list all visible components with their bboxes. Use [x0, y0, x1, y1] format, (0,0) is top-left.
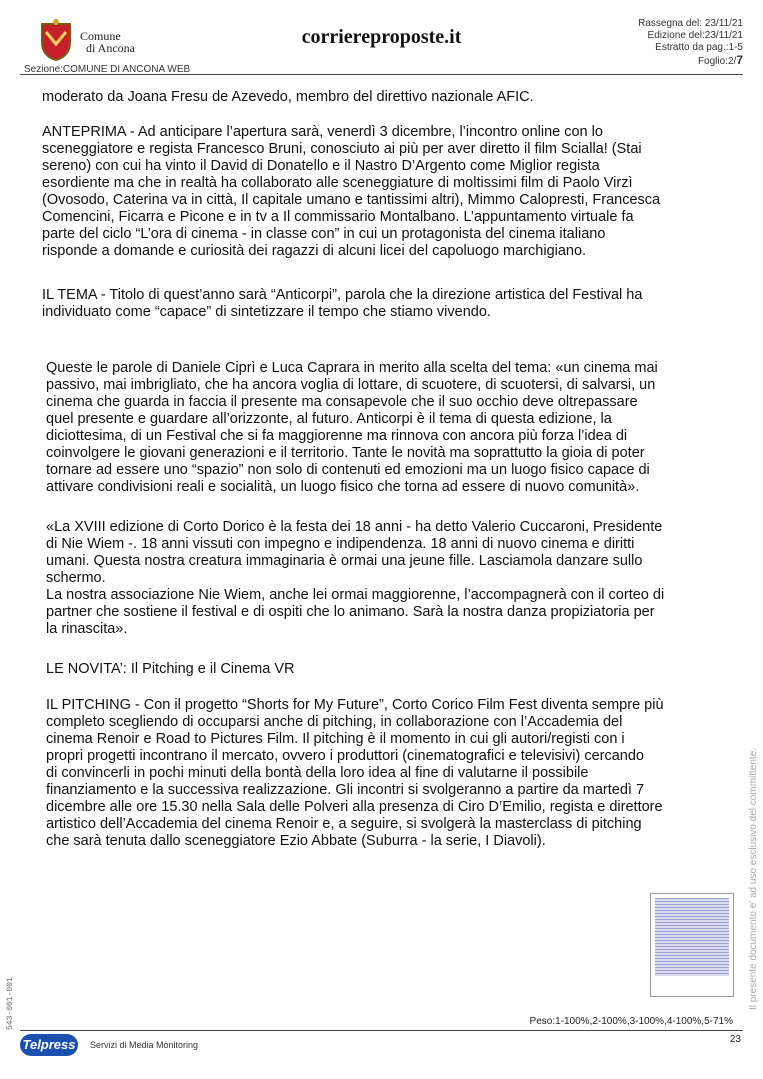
page-thumbnail	[650, 893, 734, 997]
paragraph-1	[42, 89, 732, 106]
foglio	[638, 54, 743, 68]
telpress-logo: Telpress	[20, 1034, 78, 1056]
peso-info: Peso:1-100%,2-100%,3-100%,4-100%,5-71%	[529, 1016, 733, 1027]
paragraph-quote-cipri	[46, 360, 736, 496]
header-divider	[20, 74, 743, 75]
paragraph-text: IL TEMA - Titolo di quest’anno sarà “Anticorpi”, parola che la direzione artistica del Festival ha individuato come “capace” di sintetizzare il tempo che stiamo vivendo.	[42, 287, 643, 320]
paragraph-anteprima	[42, 124, 732, 260]
foglio-label: Foglio:2/	[697, 56, 737, 67]
paragraph-text: IL PITCHING - Con il progetto “Shorts for My Future”, Corto Corico Film Fest diventa sempre più completo scegliendo di occuparsi anche di pitching, in collaborazione con l’Accademia del cinema Renoir e Road to Pictures Film. Il pitching è il momento in cui gli autori/registi con i propri progetti incontrano il mercato, ovvero i produttori (cinematografici e televisivi) cercando di convincerli in pochi minuti della bontà della loro idea al fine di valutarne il possibile finanziamento e la successiva realizzazione. Gli incontri si svolgeranno a partire da martedì 7 dicembre alle ore 15.30 nella Sala delle Polveri alla presenza di Ciro D’Emilio, regista e direttore artistico dell’Accademia del cinema Renoir e, a seguire, si svolgerà la masterclass di pitching che sarà tenuta dallo sceneggiatore Ezio Abbate (Suburra - la serie, I Diavoli).	[46, 697, 664, 849]
paragraph-tema	[42, 287, 732, 321]
estratto-pages: Estratto da pag.:1-5	[655, 42, 743, 53]
paragraph-pitching	[46, 697, 736, 850]
document-code: 543-001-001	[6, 977, 15, 1030]
comune-line-1: Comune	[80, 29, 121, 43]
paragraph-text: ANTEPRIMA - Ad anticipare l’apertura sarà, venerdì 3 dicembre, l’incontro online con lo sceneggiatore e regista Francesco Bruni, conosciuto ai più per aver diretto il film Scialla! (Stai sereno) con cui ha vinto il David di Donatello e il Nastro D’Argento come Miglior regista esordiente ma che in realtà ha collaborato alle sceneggiature di moltissimi film di Paolo Virzì (Ovosodo, Caterina va in città, Il capitale umano e tantissimi altri), Mimmo Calopresti, Francesca Comencini, Ficarra e Picone e in tv a Il commissario Montalbano. L’appuntamento virtuale fa parte del ciclo “L’ora di cinema - in classe con” in cui un protagonista del cinema italiano risponde a domande e curiosità dei ragazzi di alcuni licei del capoluogo marchigiano.	[42, 124, 661, 259]
usage-notice: Il presente documento e' ad uso esclusivo del committente.	[748, 747, 759, 1010]
heading-novita	[46, 661, 736, 678]
paragraph-text: «La XVIII edizione di Corto Dorico è la festa dei 18 anni - ha detto Valerio Cuccaroni, Presidente di Nie Wiem -. 18 anni vissuti con impegno e indipendenza. 18 anni di nuovo cinema e diritti umani. Questa nostra creatura immaginaria è ormai una jeune fille. Lasciamola danzare sullo schermo. La nostra associazione Nie Wiem, anche lei ormai maggiorenne, l’accompagnerà con il corteo di partner che sostiene il festival e di ospiti che lo animano. Sarà la nostra danza propiziatoria per la rinascita».	[46, 519, 665, 637]
edizione-date: Edizione del:23/11/21	[647, 30, 743, 41]
sezione-label: Sezione:COMUNE DI ANCONA WEB	[24, 64, 191, 75]
page-header	[20, 18, 743, 76]
paragraph-text: moderato da Joana Fresu de Azevedo, membro del direttivo nazionale AFIC.	[42, 89, 534, 105]
paragraph-quote-cuccaroni	[46, 519, 736, 638]
footer-divider	[20, 1030, 743, 1031]
foglio-total: 7	[736, 53, 743, 67]
site-title: corriereproposte.it	[301, 26, 462, 48]
page-number: 23	[729, 1034, 741, 1045]
servizi-label: Servizi di Media Monitoring	[90, 1040, 199, 1050]
comune-line-2: di Ancona	[86, 41, 135, 55]
rassegna-date: Rassegna del: 23/11/21	[638, 18, 743, 29]
header-meta	[638, 18, 743, 68]
paragraph-text: Queste le parole di Daniele Ciprì e Luca Caprara in merito alla scelta del tema: «un cinema mai passivo, mai imbrigliato, che ha ancora voglia di lottare, di scuotere, di scuotersi, di salvarsi, un cinema che guarda in faccia il presente ma consapevole che il suo occhio deve oltrepassare quel presente e guardare all’orizzonte, al futuro. Anticorpi è il tema di questa edizione, la diciottesima, di un Festival che si fa maggiorenne ma rinnova con ancora più forza l’idea di coinvolgere le giovani generazioni e il territorio. Tante le novità ma soprattutto la gioia di poter tornare ad essere uno “spazio” non solo di contenuti ed emozioni ma un luogo fisico capace di attivare condivisioni reali e socialità, un luogo fisico che torna ad essere di nuovo comunità».	[46, 360, 658, 495]
thumbnail-preview	[655, 898, 729, 976]
paragraph-text: LE NOVITA’: Il Pitching e il Cinema VR	[46, 661, 295, 677]
